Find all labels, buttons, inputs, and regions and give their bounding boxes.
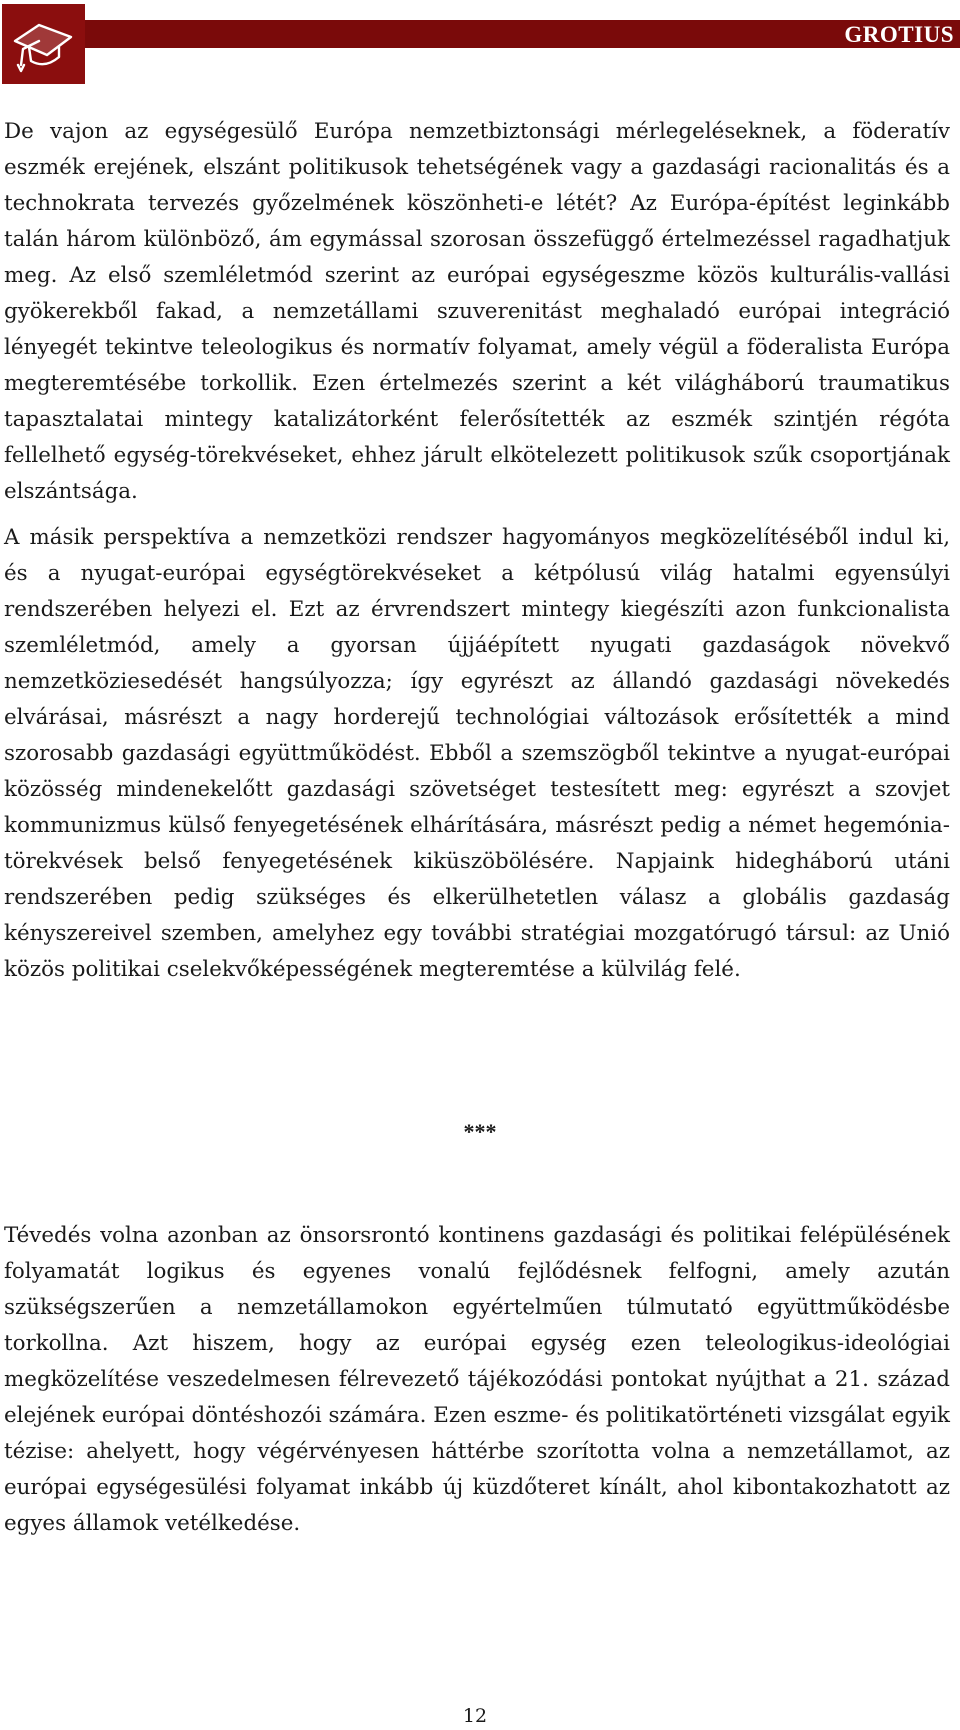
paragraph-2: A másik perspektíva a nemzetközi rendszer hagyományos megközelítéséből indul ki, és a nyugat-európai egységtörekvéseket a kétpólusú világ hatalmi egyensúlyi rendszerében helyezi el. Ezt az érvrendszert mintegy kiegészíti azon funkcionalista szemléletmód, amely a gyorsan újjáépített nyugati gazdaságok növekvő nemzetköziesedését hangsúlyozza; így egyrészt az állandó gazdasági növekedés elvárásai, másrészt a nagy horderejű technológiai változások erősítették a mind szorosabb gazdasági együttműködést. Ebből a szemszögből tekintve a nyugat-európai közösség mindenekelőtt gazdasági szövetséget testesített meg: egyrészt a szovjet kommunizmus külső fenyegetésének elhárítására, másrészt pedig a német hegemónia-törekvések belső fenyegetésének kiküszöbölésére. Napjaink hidegháború utáni rendszerében pedig szükséges és elkerülhetetlen válasz a globális gazdaság kényszereivel szemben, amelyhez egy további stratégiai mozgatórugó társul: az Unió közös politikai cselekvőképességének megteremtése a külvilág felé. — [4, 525, 950, 982]
page-number: 12 — [462, 1705, 488, 1727]
journal-brand: GROTIUS — [844, 22, 954, 47]
grotius-logo — [2, 4, 85, 84]
paragraph-1: De vajon az egységesülő Európa nemzetbiztonsági mérlegeléseknek, a föderatív eszmék erejének, elszánt politikusok tehetségének vagy a gazdasági racionalitás és a technokrata tervezés győzelmének köszönheti-e létét? Az Európa-építést leginkább talán három különböző, ám egymással szorosan összefüggő értelmezéssel ragadhatjuk meg. Az első szemléletmód szerint az európai egységeszme közös kulturális-vallási gyökerekből fakad, a nemzetállami szuverenitást meghaladó európai integráció lényegét tekintve teleologikus és normatív folyamat, amely végül a föderalista Európa megteremtésébe torkollik. Ezen értelmezés szerint a két világháború traumatikus tapasztalatai mintegy katalizátorként felerősítették az eszmék szintjén régóta fellelhető egység-törekvéseket, ehhez járult elkötelezett politikusok szűk csoportjának elszántsága. — [4, 119, 950, 504]
mortarboard-icon — [9, 11, 79, 77]
section-separator: *** — [463, 1119, 497, 1144]
header-bar — [85, 20, 960, 48]
main-text — [4, 114, 950, 988]
main-text-continued — [4, 1218, 950, 1542]
paragraph-3: Tévedés volna azonban az önsorsrontó kontinens gazdasági és politikai felépülésének folyamatát logikus és egyenes vonalú fejlődésnek felfogni, amely azután szükségszerűen a nemzetállamokon egyértelműen túlmutató együttműködésbe torkollna. Azt hiszem, hogy az európai egység ezen teleologikus-ideológiai megközelítése veszedelmesen félrevezető tájékozódási pontokat nyújthat a 21. század elejének európai döntéshozói számára. Ezen eszme- és politikatörténeti vizsgálat egyik tézise: ahelyett, hogy végérvényesen háttérbe szorította volna a nemzetállamot, az európai egységesülési folyamat inkább új küzdőteret kínált, ahol kibontakozhatott az egyes államok vetélkedése. — [4, 1223, 950, 1536]
page-header — [0, 0, 960, 90]
